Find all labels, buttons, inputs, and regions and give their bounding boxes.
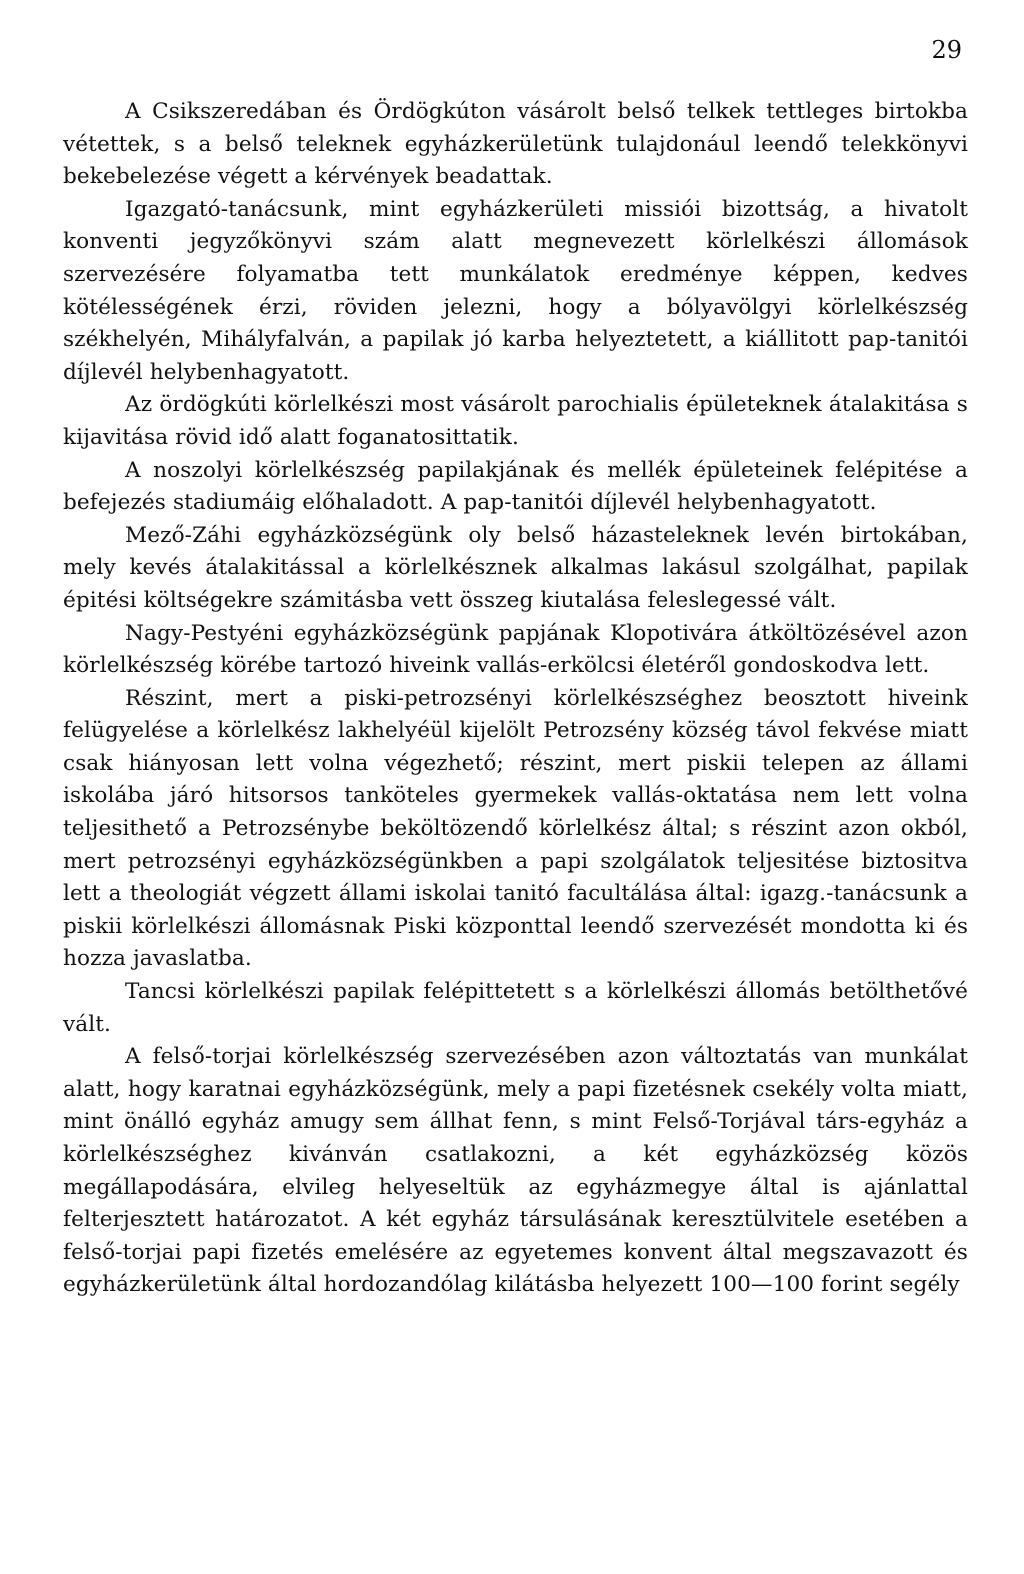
body-text bbox=[63, 96, 968, 1302]
paragraph-6: Nagy-Pestyéni egyházközségünk papjának Klopotivára átköltözésével azon körlelkészség körébe tartozó hiveink vallás-erkölcsi életéről gondoskodva lett. bbox=[63, 620, 968, 679]
paragraph-7: Részint, mert a piski-petrozsényi körlelkészséghez beosztott hiveink felügyelése a körlelkész lakhelyéül kijelölt Petrozsény község távol fekvése miatt csak hiányosan lett volna végezhető; részint, mert piskii telepen az állami iskolába járó hitsorsos tanköteles gyermekek vallás-oktatása nem lett volna teljesithető a Petrozsénybe beköltözendő körlelkész által; s részint azon okból, mert petrozsényi egyházközségünkben a papi szolgálatok teljesitése biztositva lett a theologiát végzett állami iskolai tanitó facultálása által: igazg.-tanácsunk a piskii körlelkészi állomásnak Piski központtal leendő szervezését mondotta ki és hozza javaslatba. bbox=[63, 685, 968, 972]
paragraph-4: A noszolyi körlelkészség papilakjának és mellék épületeinek felépitése a befejezés stadiumáig előhaladott. A pap-tanitói díjlevél helybenhagyatott. bbox=[63, 457, 968, 516]
paragraph-5: Mező-Záhi egyházközségünk oly belső házasteleknek levén birtokában, mely kevés átalakitással a körlelkésznek alkalmas lakásul szolgálhat, papilak épitési költségekre számitásba vett összeg kiutalása feleslegessé vált. bbox=[63, 522, 968, 613]
paragraph-9: A felső-torjai körlelkészség szervezésében azon változtatás van munkálat alatt, hogy karatnai egyházközségünk, mely a papi fizetésnek csekély volta miatt, mint önálló egyház amugy sem állhat fenn, s mint Felső-Torjával társ-egyház a körlelkészséghez kivánván csatlakozni, a két egyházközség közös megállapodására, elvileg helyeseltük az egyházmegye által is ajánlattal felterjesztett határozatot. A két egyház társulásának keresztülvitele esetében a felső-torjai papi fizetés emelésére az egyetemes konvent által megszavazott és egyházkerületünk által hordozandólag kilátásba helyezett 100—100 forint segély bbox=[63, 1044, 968, 1298]
paragraph-2: Igazgató-tanácsunk, mint egyházkerületi missiói bizottság, a hivatolt konventi jegyzőkönyvi szám alatt megnevezett körlelkészi állomások szervezésére folyamatba tett munkálatok eredménye képpen, kedves kötélességének érzi, röviden jelezni, hogy a bólyavölgyi körlelkészség székhelyén, Mihályfalván, a papilak jó karba helyeztetett, a kiállitott pap-tanitói díjlevél helybenhagyatott. bbox=[63, 196, 968, 385]
paragraph-8: Tancsi körlelkészi papilak felépittetett s a körlelkészi állomás betölthetővé vált. bbox=[63, 979, 968, 1037]
paragraph-3: Az ördögkúti körlelkészi most vásárolt parochialis épületeknek átalakitása s kijavitása rövid idő alatt foganatosittatik. bbox=[63, 392, 968, 450]
page-number: 29 bbox=[931, 36, 962, 64]
paragraph-1: A Csikszeredában és Ördögkúton vásárolt belső telkek tettleges birtokba vétettek, s a belső teleknek egyházkerületünk tulajdonául leendő telekkönyvi bekebelezése végett a kérvények beadattak. bbox=[63, 99, 968, 190]
